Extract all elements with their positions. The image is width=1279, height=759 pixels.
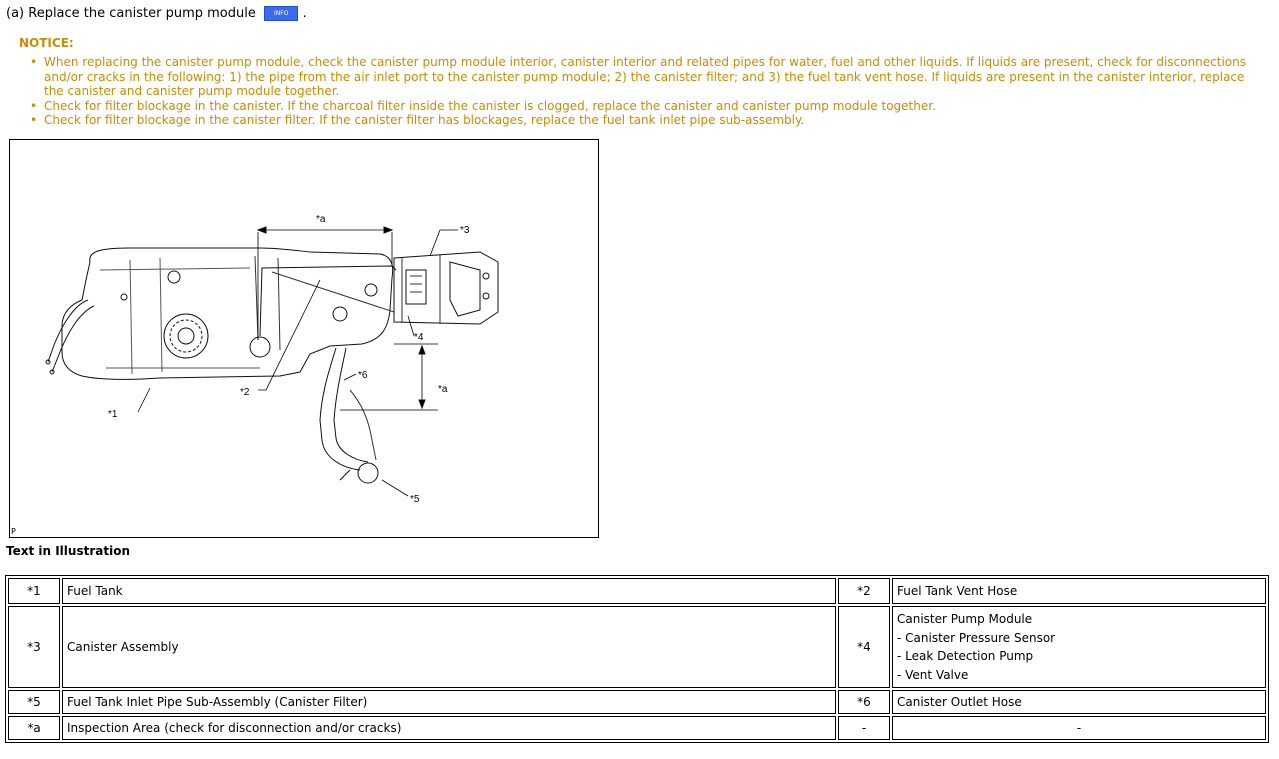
tank-divider <box>255 256 280 350</box>
legend-desc: Canister Assembly <box>62 606 836 688</box>
filter-strap <box>340 470 350 480</box>
callout-1: *1 <box>108 409 118 420</box>
canister-filter <box>358 463 378 483</box>
legend-table <box>5 575 1269 743</box>
legend-code: *a <box>8 716 60 740</box>
callout-6: *6 <box>358 370 368 381</box>
fuel-system-diagram <box>10 140 598 537</box>
vent-hose <box>260 266 396 336</box>
legend-line: Canister Pump Module <box>897 612 1033 626</box>
tank-port <box>365 284 377 296</box>
legend-line: - Leak Detection Pump <box>897 649 1034 663</box>
canister-pump-module <box>406 270 426 304</box>
info-button[interactable]: INFO <box>264 6 298 21</box>
legend-desc: Fuel Tank <box>62 578 836 604</box>
leader-5 <box>382 480 408 496</box>
legend-code: *3 <box>8 606 60 688</box>
legend-line: - Canister Pressure Sensor <box>897 630 1056 645</box>
canister-assembly <box>394 252 498 324</box>
table-row <box>8 690 1266 714</box>
leader-6 <box>344 374 356 380</box>
legend-code: *2 <box>838 578 890 604</box>
illustration <box>9 139 599 538</box>
canister-bolt <box>483 293 489 299</box>
legend-code: *5 <box>8 690 60 714</box>
step-trailing: . <box>302 6 307 21</box>
canister-divider <box>402 254 440 324</box>
legend-desc: Fuel Tank Vent Hose <box>892 578 1266 604</box>
legend-desc: Fuel Tank Inlet Pipe Sub-Assembly (Canister Filter) <box>62 690 836 714</box>
callout-2: *2 <box>240 387 250 398</box>
left-pipes <box>48 300 94 372</box>
fuel-tank-outline <box>62 248 393 379</box>
inlet-pipe <box>334 348 368 462</box>
canister-bracket <box>450 262 480 316</box>
step-heading <box>6 6 307 21</box>
figure-code: P <box>11 527 16 536</box>
inlet-pipe-bracket <box>350 390 376 460</box>
notice-item: • Check for filter blockage in the canister filter. If the canister filter has blockages, replace the fuel tank inlet pipe sub-assembly. <box>44 113 1266 128</box>
legend-code: *6 <box>838 690 890 714</box>
callout-5: *5 <box>410 494 420 505</box>
callout-a-top: *a <box>316 214 326 225</box>
canister-outlet-hose <box>320 348 360 470</box>
vent-hose-lower <box>272 272 394 312</box>
fuel-pump-ring <box>164 314 208 358</box>
fuel-pump-teeth <box>170 320 202 352</box>
tank-bolt <box>121 294 127 300</box>
legend-code: *4 <box>838 606 890 688</box>
notice-list <box>44 55 1266 128</box>
legend-desc: Inspection Area (check for disconnection and/or cracks) <box>62 716 836 740</box>
legend-code: - <box>838 716 890 740</box>
legend-desc: - <box>892 716 1266 740</box>
table-row <box>8 606 1266 688</box>
table-row <box>8 716 1266 740</box>
callout-4: *4 <box>414 332 424 343</box>
pump-module-ribs <box>410 276 422 292</box>
step-text: (a) Replace the canister pump module <box>6 6 256 21</box>
illustration-caption: Text in Illustration <box>6 544 130 558</box>
fuel-pump-center <box>178 328 194 344</box>
notice-item: • When replacing the canister pump module, check the canister pump module interior, canister interior and related pipes for water, fuel and other liquids. If liquids are present, check for disconnections and/or cracks in the following: 1) the pipe from the air inlet port to the canister pump module; 2) the canister filter; and 3) the fuel tank vent hose. If liquids are present in the canister interior, replace the canister and canister pump module together. <box>44 55 1266 99</box>
outlet-port <box>333 307 347 321</box>
table-row <box>8 578 1266 604</box>
leader-1 <box>138 388 150 412</box>
legend-desc-multiline <box>892 606 1266 688</box>
callout-a-side: *a <box>438 384 448 395</box>
sender-port <box>168 271 180 283</box>
notice-item: • Check for filter blockage in the canister. If the charcoal filter inside the canister is clogged, replace the canister and canister pump module together. <box>44 99 1266 114</box>
vent-port <box>250 337 270 357</box>
canister-bolt <box>483 273 489 279</box>
leader-2 <box>258 280 320 390</box>
legend-line: - Vent Valve <box>897 667 969 682</box>
legend-code: *1 <box>8 578 60 604</box>
callout-3: *3 <box>460 225 470 236</box>
notice-title: NOTICE: <box>19 36 74 50</box>
leader-3 <box>430 230 458 256</box>
legend-desc: Canister Outlet Hose <box>892 690 1266 714</box>
